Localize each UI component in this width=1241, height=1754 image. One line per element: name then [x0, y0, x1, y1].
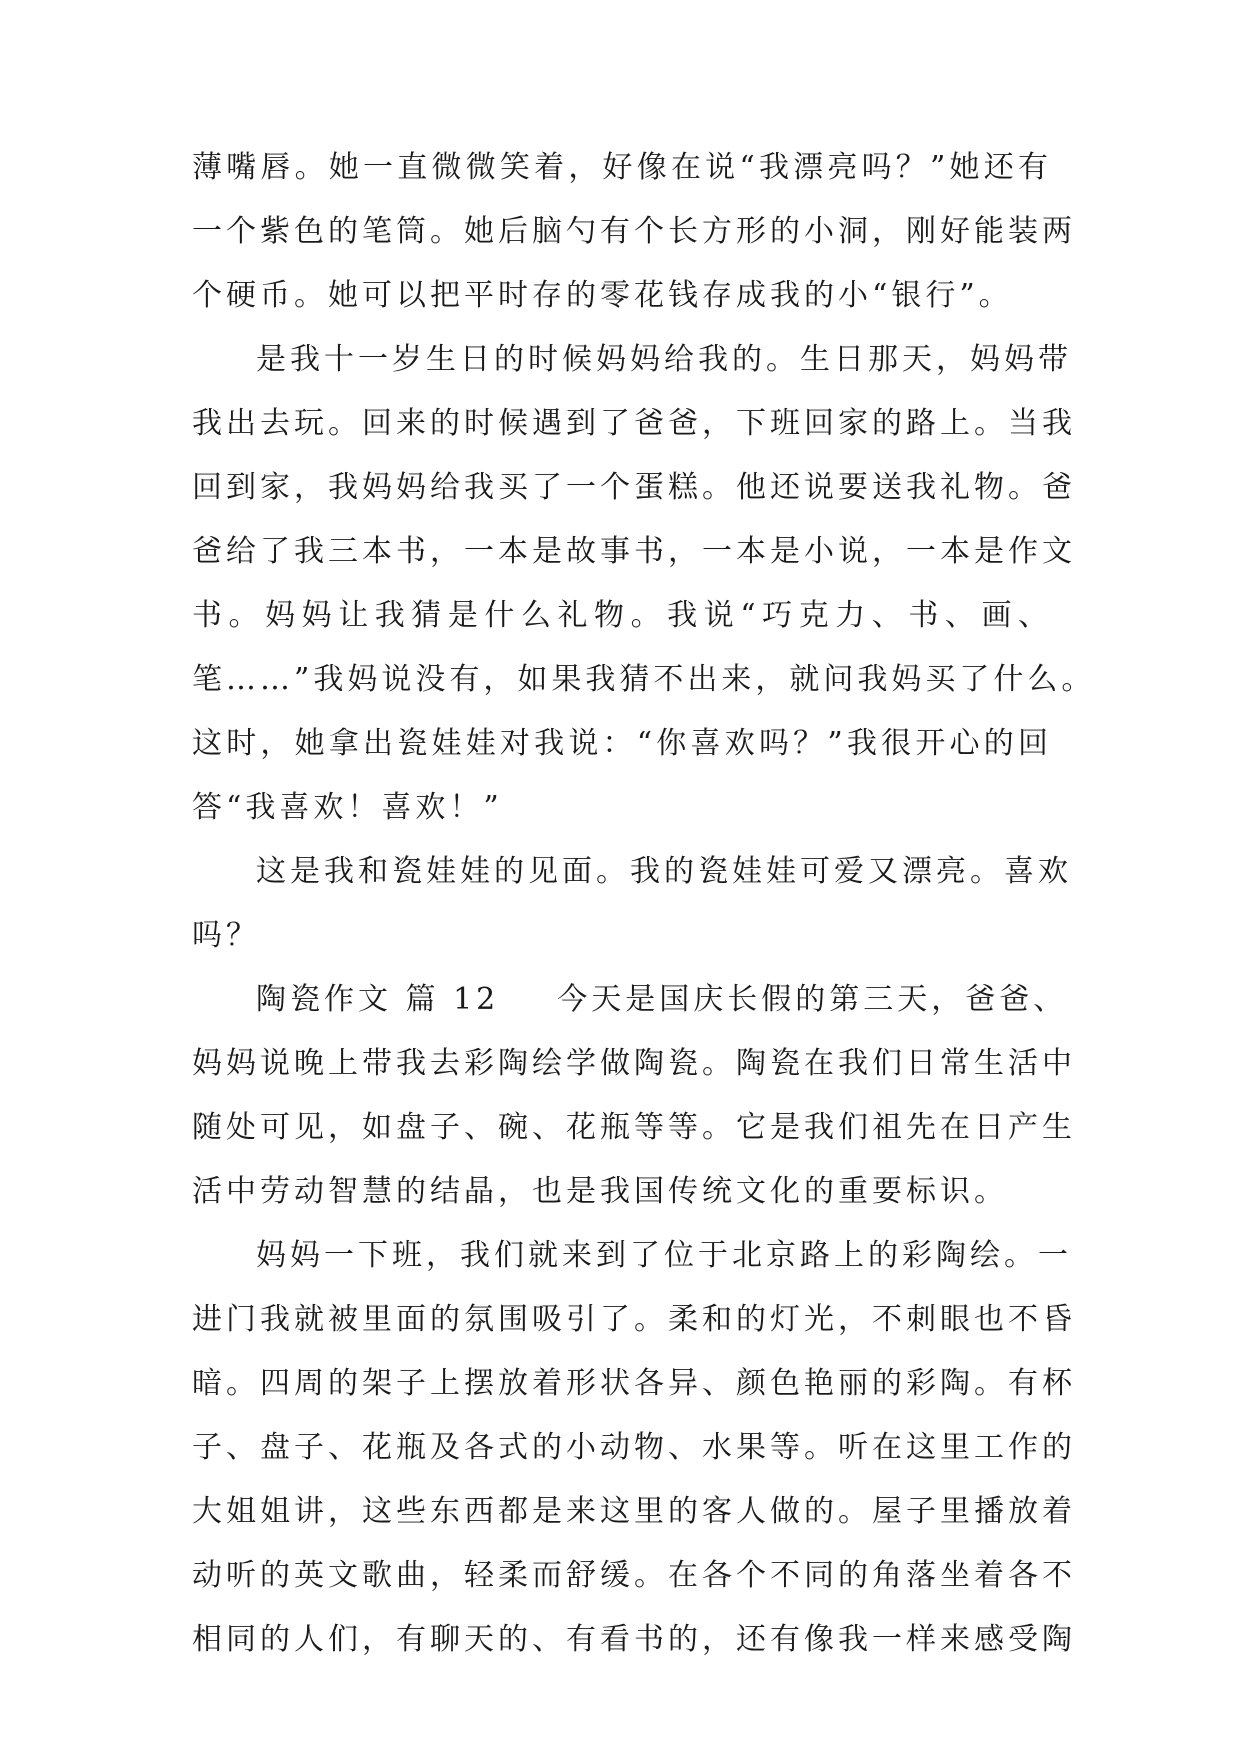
- text-line: 我出去玩。回来的时候遇到了爸爸，下班回家的路上。当我: [192, 406, 1076, 441]
- text-line: 一个紫色的笔筒。她后脑勺有个长方形的小洞，刚好能装两: [192, 214, 1076, 249]
- text-line: 爸给了我三本书，一本是故事书，一本是小说，一本是作文: [192, 534, 1076, 569]
- paragraph-first-line: 妈妈一下班，我们就来到了位于北京路上的彩陶绘。一: [256, 1238, 1072, 1273]
- text-line: 个硬币。她可以把平时存的零花钱存成我的小“银行”。: [192, 278, 1013, 313]
- text-line: 暗。四周的架子上摆放着形状各异、颜色艳丽的彩陶。有杯: [192, 1366, 1076, 1401]
- text-line: 大姐姐讲，这些东西都是来这里的客人做的。屋子里播放着: [192, 1494, 1076, 1529]
- section-heading: 陶瓷作文 篇 12: [256, 982, 500, 1017]
- heading-line-text: 今天是国庆长假的第三天，爸爸、: [557, 982, 1068, 1017]
- text-line: 进门我就被里面的氛围吸引了。柔和的灯光，不刺眼也不昏: [192, 1302, 1076, 1337]
- text-line: 吗？: [192, 918, 260, 953]
- text-line: 书。妈妈让我猜是什么礼物。我说“巧克力、书、画、: [192, 598, 1052, 633]
- text-line: 动听的英文歌曲，轻柔而舒缓。在各个不同的角落坐着各不: [192, 1558, 1076, 1593]
- text-line: 子、盘子、花瓶及各式的小动物、水果等。听在这里工作的: [192, 1430, 1076, 1465]
- text-line: 笔……”我妈说没有，如果我猜不出来，就问我妈买了什么。: [192, 662, 1096, 697]
- text-line: 答“我喜欢！喜欢！”: [192, 790, 503, 825]
- text-line: 随处可见，如盘子、碗、花瓶等等。它是我们祖先在日产生: [192, 1110, 1076, 1145]
- text-line: 相同的人们，有聊天的、有看书的，还有像我一样来感受陶: [192, 1622, 1076, 1657]
- text-line: 妈妈说晚上带我去彩陶绘学做陶瓷。陶瓷在我们日常生活中: [192, 1046, 1076, 1081]
- paragraph-first-line: 是我十一岁生日的时候妈妈给我的。生日那天，妈妈带: [256, 342, 1072, 377]
- text-line: 活中劳动智慧的结晶，也是我国传统文化的重要标识。: [192, 1174, 1008, 1209]
- text-line: 回到家，我妈妈给我买了一个蛋糕。他还说要送我礼物。爸: [192, 470, 1076, 505]
- section-heading-line: [256, 980, 1068, 1044]
- paragraph-first-line: 这是我和瓷娃娃的见面。我的瓷娃娃可爱又漂亮。喜欢: [256, 854, 1072, 889]
- text-line: 这时，她拿出瓷娃娃对我说：“你喜欢吗？”我很开心的回: [192, 726, 1052, 761]
- text-line: 薄嘴唇。她一直微微笑着，好像在说“我漂亮吗？”她还有: [192, 150, 1052, 185]
